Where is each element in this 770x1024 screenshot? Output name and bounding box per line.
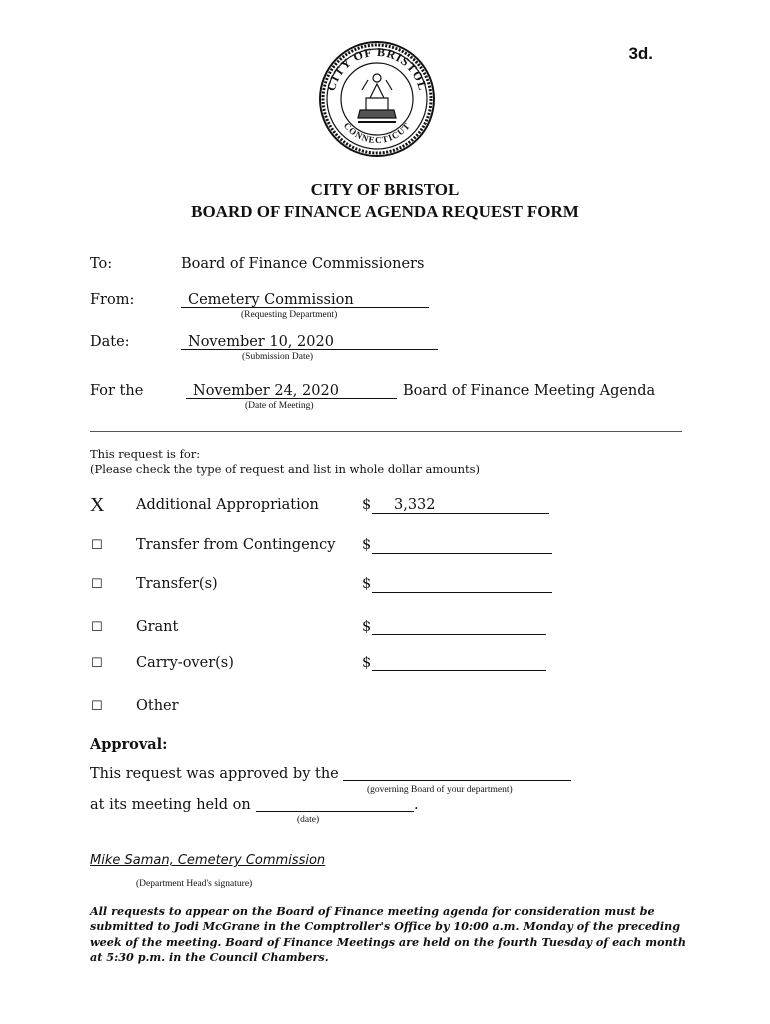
- date-field-caption: (date): [297, 815, 320, 825]
- from-label: From:: [90, 292, 135, 308]
- dollar-sign: $: [362, 655, 372, 671]
- meeting-caption: (Date of Meeting): [245, 401, 314, 411]
- from-caption: (Requesting Department): [241, 310, 338, 320]
- meeting-date-value[interactable]: November 24, 2020: [193, 383, 339, 399]
- dollar-sign: $: [362, 497, 372, 513]
- amount-value[interactable]: 3,332: [394, 497, 436, 513]
- governing-board-caption: (governing Board of your department): [367, 785, 513, 795]
- seal-bottom-text: CONNECTICUT: [341, 120, 413, 146]
- checkbox-other[interactable]: ☐: [91, 699, 103, 714]
- dollar-sign: $: [362, 619, 372, 635]
- checkbox-carry-over[interactable]: ☐: [91, 656, 103, 671]
- amount-underline[interactable]: [372, 553, 552, 554]
- request-type-label: Additional Appropriation: [136, 497, 319, 513]
- checkbox-additional-appropriation[interactable]: X: [90, 494, 105, 516]
- date-caption: (Submission Date): [242, 352, 313, 362]
- to-value: Board of Finance Commissioners: [181, 256, 425, 272]
- signature-caption: (Department Head's signature): [136, 879, 253, 889]
- checkbox-transfers[interactable]: ☐: [91, 577, 103, 592]
- seal-top-text: CITY OF BRISTOL: [323, 44, 431, 93]
- checkbox-transfer-contingency[interactable]: ☐: [91, 538, 103, 553]
- approval-line2: at its meeting held on: [90, 797, 251, 813]
- approval-heading: Approval:: [90, 736, 168, 753]
- approval-line1: This request was approved by the: [90, 766, 339, 782]
- request-type-label: Transfer from Contingency: [136, 537, 336, 553]
- department-head-signature: Mike Saman, Cemetery Commission: [90, 853, 326, 868]
- governing-board-field[interactable]: [343, 780, 571, 781]
- request-type-label: Transfer(s): [136, 576, 218, 592]
- to-label: To:: [90, 256, 113, 272]
- form-title-city: CITY OF BRISTOL: [310, 180, 460, 199]
- form-title: BOARD OF FINANCE AGENDA REQUEST FORM: [191, 202, 579, 221]
- amount-underline[interactable]: [372, 592, 552, 593]
- section-divider: [90, 431, 682, 432]
- request-type-label: Grant: [136, 619, 179, 635]
- from-value[interactable]: Cemetery Commission: [188, 292, 354, 308]
- amount-underline[interactable]: [372, 634, 546, 635]
- meeting-date-field[interactable]: [256, 811, 414, 812]
- request-intro: This request is for:: [90, 447, 201, 461]
- amount-underline: [372, 513, 549, 514]
- city-seal: [318, 40, 436, 158]
- request-type-label: Other: [136, 698, 179, 714]
- request-instructions: (Please check the type of request and list in whole dollar amounts): [90, 462, 480, 476]
- submission-notice: All requests to appear on the Board of Finance meeting agenda for consideration must be submitted to Jodi McGrane in the Comptroller's Office by 10:00 a.m. Monday of the preceding week of the meeting. Board of Finance Meetings are held on the fourth Tuesday of each month at 5:30 p.m. in the Council Chambers.: [90, 904, 687, 964]
- approval-line2-period: .: [414, 797, 419, 813]
- checkbox-grant[interactable]: ☐: [91, 620, 103, 635]
- request-type-label: Carry-over(s): [136, 655, 234, 671]
- dollar-sign: $: [362, 537, 372, 553]
- amount-underline[interactable]: [372, 670, 546, 671]
- meeting-suffix: Board of Finance Meeting Agenda: [403, 383, 656, 399]
- date-value[interactable]: November 10, 2020: [188, 334, 334, 350]
- meeting-label: For the: [90, 383, 144, 399]
- dollar-sign: $: [362, 576, 372, 592]
- date-label: Date:: [90, 334, 130, 350]
- page-number: 3d.: [628, 44, 653, 63]
